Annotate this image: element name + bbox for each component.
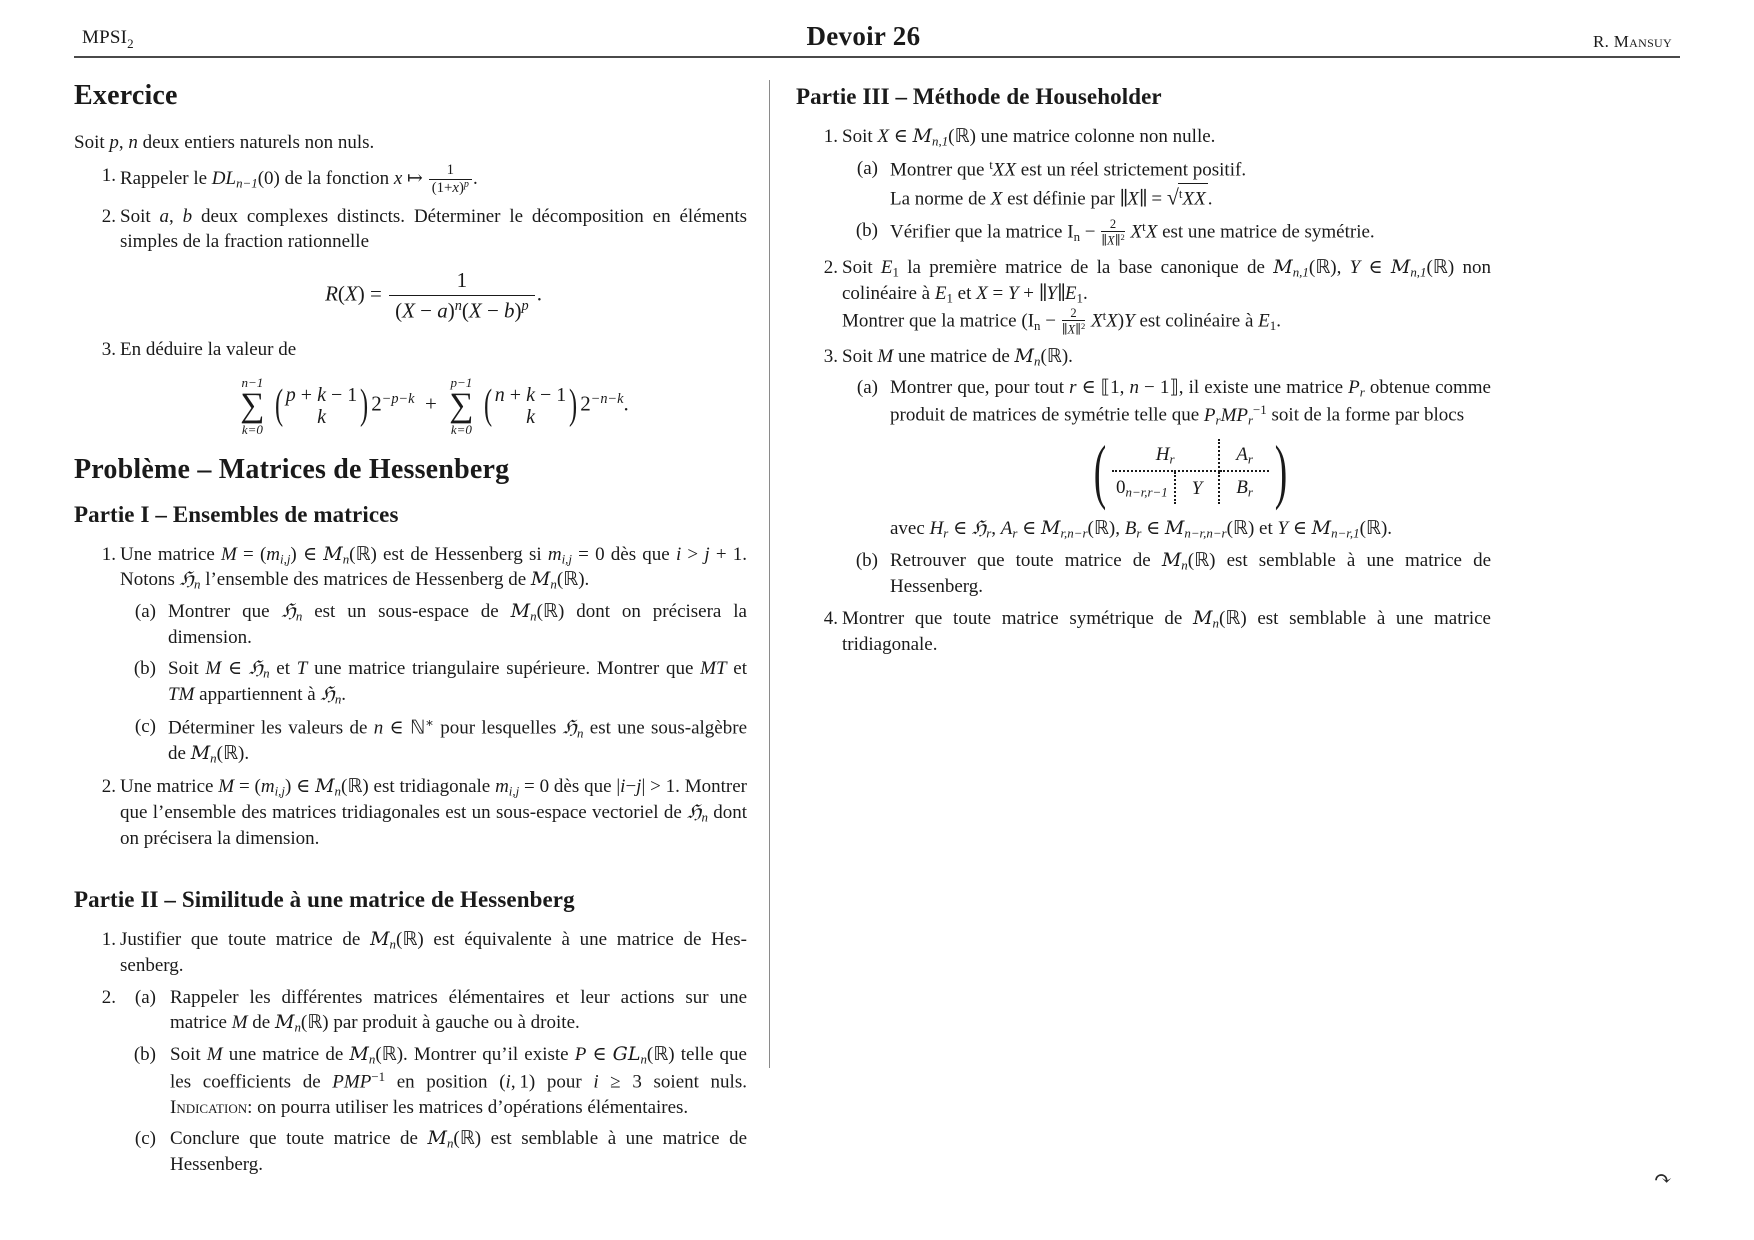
page-header — [74, 14, 1680, 54]
matrix-cells — [1112, 439, 1269, 505]
page-title: Devoir 26 — [806, 21, 921, 51]
matrix-cell-Hr: $H_r$ — [1112, 439, 1219, 472]
item-marker: 1. — [101, 928, 116, 950]
course-subscript: 2 — [127, 36, 134, 51]
item-marker: (a) — [856, 377, 878, 399]
partie2-heading: Partie II – Similitude à une matrice de Hessenberg — [74, 886, 575, 912]
item-marker: 2. — [101, 776, 116, 798]
item-marker: 2. — [823, 256, 838, 278]
course-name: MPSI — [82, 27, 128, 49]
item-marker: 1. — [823, 126, 838, 147]
list-item — [74, 985, 747, 1177]
list-item: (b) Vérifier que la matrice $I_n$ − $\frac{2}{\parallel X\parallel^2}$ $X^tX$ est une matrice de symétrie. — [842, 218, 1491, 248]
list-item: (a) Montrer que, pour tout r ∈ ⟦1, n − 1⟧, il existe une matrice $P_r$ obtenue comme produit de matrices de symétrie telle que $P_rMP_r^{-1}$ soit de la forme par blocs ( $H_r$ $A_r$ $0_{n-r,r-1}$ Y $B_r$ ) avec $H_r$ ∈ ℌ$_r$, $A_r$ ∈ $M_{r,n-r}(ℝ)$, $B_r$ ∈ $M_{n-r,n-r}(ℝ)$ et Y ∈ $M_{n-r,1}(ℝ)$. — [842, 375, 1491, 542]
item-marker: (b) — [855, 220, 878, 241]
partie2-list — [74, 927, 747, 1177]
item-marker: 2. — [101, 986, 116, 1008]
exercice-list — [74, 163, 747, 435]
list-item: (b) Retrouver que toute matrice de $M_n(ℝ)$ est semblable à une matrice de Hessenberg. — [842, 548, 1491, 599]
list-item: 2. Soit $E_1$ la première matrice de la base canonique de $M_{n,1}(ℝ)$, Y ∈ $M_{n,1}(ℝ)$ non colinéaire à $E_1$ et $X = Y + \parallel Y\parallel E_1$. Montrer que la matrice ($I_n$ − $\frac{2}{\parallel X\parallel^2}$ $X^tX)Y$ est colinéaire à $E_1$. — [796, 255, 1491, 337]
matrix-left-paren: ( — [1093, 431, 1107, 512]
item-marker: (b) — [855, 549, 878, 571]
list-item: 2. Soit a, b deux complexes distincts. Déterminer le décomposition en éléments simples de la fraction rationnelle R(X) = $\frac{1}{(X - a)^n(X - b)^p}$ . — [74, 204, 747, 323]
partie2-item2-sublist — [120, 985, 747, 1177]
matrix-cell-Y: Y — [1175, 471, 1220, 504]
item-marker: 3. — [101, 339, 116, 361]
partie3-item1-sublist — [842, 156, 1491, 248]
right-column — [796, 80, 1491, 1215]
probleme-heading: Problème – Matrices de Hessenberg — [74, 453, 510, 485]
partie1-item1-sublist — [120, 599, 747, 767]
exercice-intro: Soit p, n deux entiers naturels non nuls. — [74, 132, 375, 153]
sum-equation: n−1 ∑ k=0 ( p + k − 1 k ) $2^{-p-k}$ + p−1 ∑ k=0 ( n + k − 1 k ) $2^{-n-k}$. — [240, 375, 629, 437]
matrix-cell-zero: $0_{n-r,r-1}$ — [1112, 471, 1175, 504]
item-marker: (a) — [134, 986, 156, 1008]
list-item: (a) Montrer que $^t$XX est un réel strictement positif. La norme de X est définie par ∥X∥ = √$^t$XX . — [842, 156, 1491, 212]
item-marker: (a) — [134, 601, 156, 623]
item-marker: 4. — [823, 607, 838, 629]
list-item: 3. Soit M une matrice de $M_n(ℝ)$. (a) Montrer que, pour tout r ∈ ⟦1, n − 1⟧, il existe une matrice $P_r$ obtenue comme produit de matrices de symétrie telle que $P_rMP_r^{-1}$ soit de la forme par blocs ( $H_r$ $A_r$ $0_{n-r,r-1}$ Y $B_r$ ) avec $H_r$ ∈ ℌ$_r$, $A_r$ ∈ $M_{r,n-r}(ℝ)$, $B_r$ ∈ $M_{n-r,n-r}(ℝ)$ et Y ∈ $M_{n-r,1}(ℝ)$. (b) Retrouver que toute matrice de $M_n(ℝ)$ est semblable à une matrice de Hessenberg. — [796, 344, 1491, 599]
indication-label: Indication — [170, 1096, 248, 1118]
course-label — [82, 27, 134, 52]
partie3-list — [796, 124, 1491, 657]
list-item: (b) Soit M une matrice de $M_n(ℝ)$. Montrer qu’il existe P ∈ $GL_n(ℝ)$ telle que les coefficients de $PMP^{-1}$ en position (i, 1) pour i ≥ 3 soient nuls. Indication: on pourra utiliser les matrices d’opérations élémentaires. — [120, 1042, 747, 1120]
item-marker: (c) — [134, 1128, 156, 1150]
list-item: (b) Soit M ∈ ℌ$_n$ et T une matrice triangulaire supérieure. Montrer que MT et TM appartiennent à ℌ$_n$. — [120, 656, 747, 708]
matrix-right-paren: ) — [1274, 431, 1288, 512]
list-item: 1. Justifier que toute matrice de $M_n(ℝ)$ est équivalente à une matrice de Hes- senberg. — [74, 927, 747, 978]
partie3-heading: Partie III – Méthode de Householder — [796, 84, 1162, 109]
list-item: 3. En déduire la valeur de n−1 ∑ k=0 ( p + k − 1 k ) $2^{-p-k}$ + p−1 ∑ k=0 ( n + k − 1 k ) $2^{-n-k}$. — [74, 337, 747, 436]
item-marker: (b) — [133, 1044, 156, 1066]
exercice-heading: Exercice — [74, 80, 178, 111]
list-item: (a) Rappeler les différentes matrices élémentaires et leur actions sur une matrice M de $M_n(ℝ)$ par produit à gauche ou à droite. — [120, 985, 747, 1036]
block-matrix-equation — [890, 431, 1491, 512]
item-marker: 1. — [101, 543, 116, 565]
list-item: 1. Une matrice $M = (m_{i,j})$ ∈ $M_n(ℝ)$ est de Hessenberg si $m_{i,j} = 0$ dès que i > j + 1. Notons ℌ$_n$ l’ensemble des matrices de Hessenberg de $M_n(ℝ)$. (a) Montrer que ℌ$_n$ est un sous-espace de $M_n(ℝ)$ dont on précisera la dimension. (b) Soit M ∈ ℌ$_n$ et T une matrice triangulaire supérieure. Montrer que MT et TM appartiennent à ℌ$_n$. (c) Déterminer les valeurs de n ∈ ℕ∗ pour lesquelles ℌ$_n$ est une sous-algèbre de $M_n(ℝ)$. — [74, 542, 747, 767]
partie3-item3-sublist — [842, 375, 1491, 599]
list-item: 1. Rappeler le $DL_{n-1}(0)$ de la fonction x ↦ $\frac{1}{(1+x)^p}$ . — [74, 163, 747, 196]
item-marker: (a) — [856, 157, 878, 179]
list-item: (c) Déterminer les valeurs de n ∈ ℕ∗ pour lesquelles ℌ$_n$ est une sous-algèbre de $M_n(ℝ)$. — [120, 714, 747, 767]
list-item: 4. Montrer que toute matrice symétrique de $M_n(ℝ)$ est semblable à une matrice tridiagonale. — [796, 606, 1491, 657]
item-marker: 1. — [101, 165, 116, 187]
matrix-cell-Ar: $A_r$ — [1219, 439, 1269, 472]
item-marker: (b) — [133, 658, 156, 680]
matrix-cell-Br: $B_r$ — [1236, 477, 1253, 500]
partie1-heading: Partie I – Ensembles de matrices — [74, 501, 399, 527]
list-item: (a) Montrer que ℌ$_n$ est un sous-espace de $M_n(ℝ)$ dont on précisera la dimension. — [120, 599, 747, 650]
item-marker: (c) — [134, 715, 156, 737]
inline-fraction: $\frac{1}{(1+x)^p}$ — [429, 163, 472, 196]
list-item: 1. Soit X ∈ $M_{n,1}(ℝ)$ une matrice colonne non nulle. (a) Montrer que $^t$XX est un réel strictement positif. La norme de X est définie par ∥X∥ = √$^t$XX . (b) Vérifier que la matrice $I_n$ − $\frac{2}{\parallel X\parallel^2}$ $X^tX$ est une matrice de symétrie. — [796, 124, 1491, 248]
two-column-body — [74, 80, 1680, 1215]
partie1-list — [74, 542, 747, 851]
page-corner-mark: ↷ — [1653, 1166, 1672, 1191]
left-column — [74, 80, 769, 1215]
item-marker: 2. — [101, 205, 116, 227]
item-marker: 3. — [823, 345, 838, 367]
header-rule — [74, 56, 1680, 58]
list-item: 2. Une matrice $M = (m_{i,j})$ ∈ $M_n(ℝ)$ est tridiagonale $m_{i,j} = 0$ dès que |i−j| > 1. Montrer que l’ensemble des matrices tridiagonales est un sous-espace vectoriel de ℌ$_n$ dont on précisera la dimension. — [74, 774, 747, 851]
rational-fraction-equation: R(X) = $\frac{1}{(X - a)^n(X - b)^p}$ . — [325, 268, 542, 323]
author-name: R. Mansuy — [1592, 32, 1672, 51]
column-divider — [769, 80, 770, 1068]
list-item: (c) Conclure que toute matrice de $M_n(ℝ)$ est semblable à une matrice de Hessenberg. — [120, 1126, 747, 1177]
